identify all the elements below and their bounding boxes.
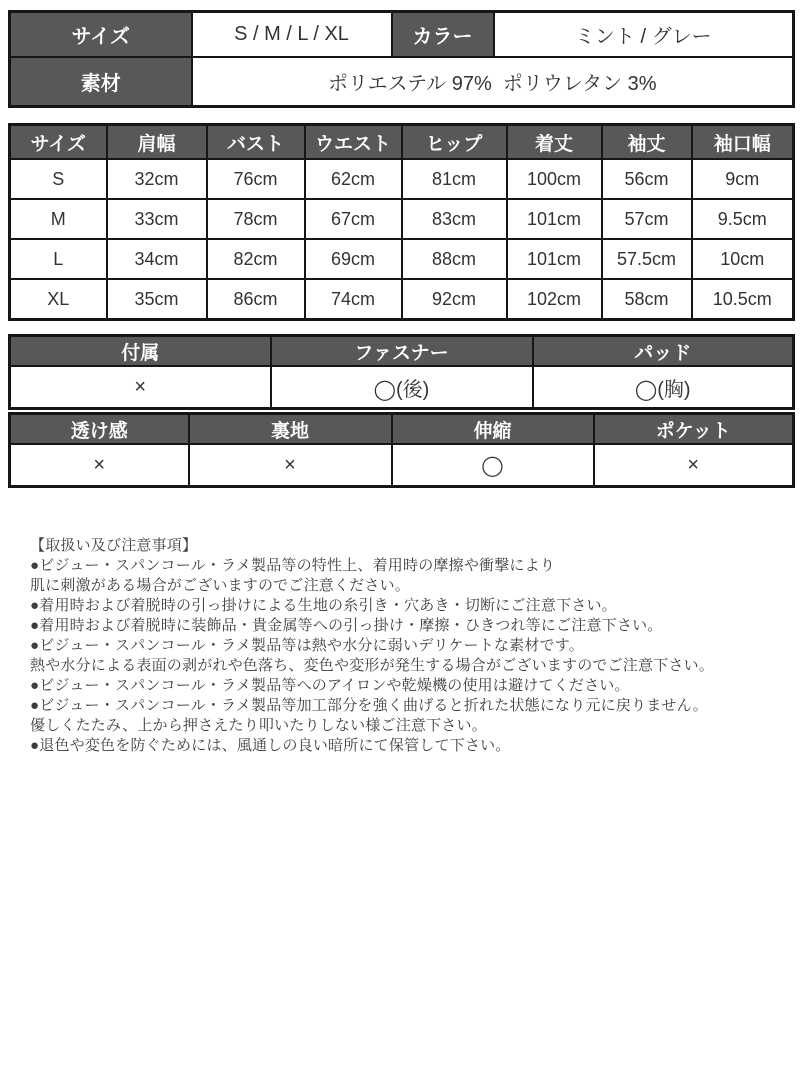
col-header-cuff: 袖口幅 bbox=[692, 125, 794, 160]
fastener-value: ◯(後) bbox=[271, 366, 533, 409]
cell: 10cm bbox=[692, 239, 794, 279]
cell: 58cm bbox=[602, 279, 692, 320]
col-header-length: 着丈 bbox=[507, 125, 602, 160]
spec2-value-row bbox=[10, 444, 794, 487]
col-header-lining: 裏地 bbox=[189, 414, 392, 445]
care-note-line: 熱や水分による表面の剥がれや色落ち、変色や変形が発生する場合がございますのでご注意下さい。 bbox=[30, 657, 715, 674]
spec-table-lining-pocket bbox=[8, 412, 795, 488]
cell: 81cm bbox=[402, 159, 507, 199]
cell: 86cm bbox=[207, 279, 305, 320]
col-header-stretch: 伸縮 bbox=[392, 414, 594, 445]
measurements-table bbox=[8, 123, 795, 321]
spec1-header-row bbox=[10, 336, 794, 367]
color-value-cell: ミント / グレー bbox=[494, 12, 794, 58]
col-header-accessory: 付属 bbox=[10, 336, 271, 367]
col-header-waist: ウエスト bbox=[305, 125, 402, 160]
cell: 88cm bbox=[402, 239, 507, 279]
care-note-line: 肌に刺激がある場合がございますのでご注意ください。 bbox=[30, 577, 411, 594]
cell: 83cm bbox=[402, 199, 507, 239]
cell: 74cm bbox=[305, 279, 402, 320]
cell: 102cm bbox=[507, 279, 602, 320]
cell: 78cm bbox=[207, 199, 305, 239]
lining-value: × bbox=[189, 444, 392, 487]
cell: 57.5cm bbox=[602, 239, 692, 279]
size-value-cell: S / M / L / XL bbox=[192, 12, 392, 58]
cell: 57cm bbox=[602, 199, 692, 239]
cell: 35cm bbox=[107, 279, 207, 320]
cell: 62cm bbox=[305, 159, 402, 199]
size-color-material-table bbox=[8, 10, 795, 108]
care-note-line: ●ビジュー・スパンコール・ラメ製品等は熱や水分に弱いデリケートな素材です。 bbox=[30, 637, 584, 654]
care-notes-title: 【取扱い及び注意事項】 bbox=[30, 537, 198, 554]
care-note-line: ●着用時および着脱時に装飾品・貴金属等への引っ掛け・摩擦・ひきつれ等にご注意下さい。 bbox=[30, 617, 663, 634]
cell: 34cm bbox=[107, 239, 207, 279]
measurements-header-row bbox=[10, 125, 794, 160]
accessory-value: × bbox=[10, 366, 271, 409]
table-row-size-m bbox=[10, 199, 794, 239]
col-header-bust: バスト bbox=[207, 125, 305, 160]
spec-table-fastener-pad bbox=[8, 334, 795, 410]
cell: L bbox=[10, 239, 107, 279]
cell: 32cm bbox=[107, 159, 207, 199]
table-row-size-l bbox=[10, 239, 794, 279]
cell: 76cm bbox=[207, 159, 305, 199]
col-header-pocket: ポケット bbox=[594, 414, 794, 445]
cell: 9.5cm bbox=[692, 199, 794, 239]
care-note-line: ●退色や変色を防ぐためには、風通しの良い暗所にて保管して下さい。 bbox=[30, 737, 511, 754]
cell: 82cm bbox=[207, 239, 305, 279]
care-note-line: ●ビジュー・スパンコール・ラメ製品等加工部分を強く曲げると折れた状態になり元に戻りません。 bbox=[30, 697, 708, 714]
col-header-shoulder: 肩幅 bbox=[107, 125, 207, 160]
cell: 67cm bbox=[305, 199, 402, 239]
pad-value: ◯(胸) bbox=[533, 366, 794, 409]
cell: 101cm bbox=[507, 199, 602, 239]
size-label-cell: サイズ bbox=[10, 12, 192, 58]
table-row-size-xl bbox=[10, 279, 794, 320]
color-label-cell: カラー bbox=[392, 12, 494, 58]
care-note-line: ●ビジュー・スパンコール・ラメ製品等へのアイロンや乾燥機の使用は避けてください。 bbox=[30, 677, 630, 694]
sheerness-value: × bbox=[10, 444, 189, 487]
cell: 10.5cm bbox=[692, 279, 794, 320]
cell: 56cm bbox=[602, 159, 692, 199]
cell: 9cm bbox=[692, 159, 794, 199]
cell: M bbox=[10, 199, 107, 239]
col-header-pad: パッド bbox=[533, 336, 794, 367]
cell: 33cm bbox=[107, 199, 207, 239]
col-header-size: サイズ bbox=[10, 125, 107, 160]
care-note-line: 優しくたたみ、上から押さえたり叩いたりしない様ご注意下さい。 bbox=[30, 717, 487, 734]
spec1-value-row bbox=[10, 366, 794, 409]
care-notes-block bbox=[30, 536, 800, 756]
cell: 92cm bbox=[402, 279, 507, 320]
material-label-cell: 素材 bbox=[10, 57, 192, 107]
cell: XL bbox=[10, 279, 107, 320]
col-header-fastener: ファスナー bbox=[271, 336, 533, 367]
care-note-line: ●ビジュー・スパンコール・ラメ製品等の特性上、着用時の摩擦や衝撃により bbox=[30, 557, 556, 574]
cell: S bbox=[10, 159, 107, 199]
cell: 101cm bbox=[507, 239, 602, 279]
col-header-sleeve: 袖丈 bbox=[602, 125, 692, 160]
col-header-sheerness: 透け感 bbox=[10, 414, 189, 445]
pocket-value: × bbox=[594, 444, 794, 487]
care-note-line: ●着用時および着脱時の引っ掛けによる生地の糸引き・穴あき・切断にご注意下さい。 bbox=[30, 597, 617, 614]
cell: 69cm bbox=[305, 239, 402, 279]
col-header-hip: ヒップ bbox=[402, 125, 507, 160]
spec2-header-row bbox=[10, 414, 794, 445]
table-row-size-s bbox=[10, 159, 794, 199]
stretch-value: ◯ bbox=[392, 444, 594, 487]
cell: 100cm bbox=[507, 159, 602, 199]
material-value-cell: ポリエステル 97% ポリウレタン 3% bbox=[192, 57, 794, 107]
